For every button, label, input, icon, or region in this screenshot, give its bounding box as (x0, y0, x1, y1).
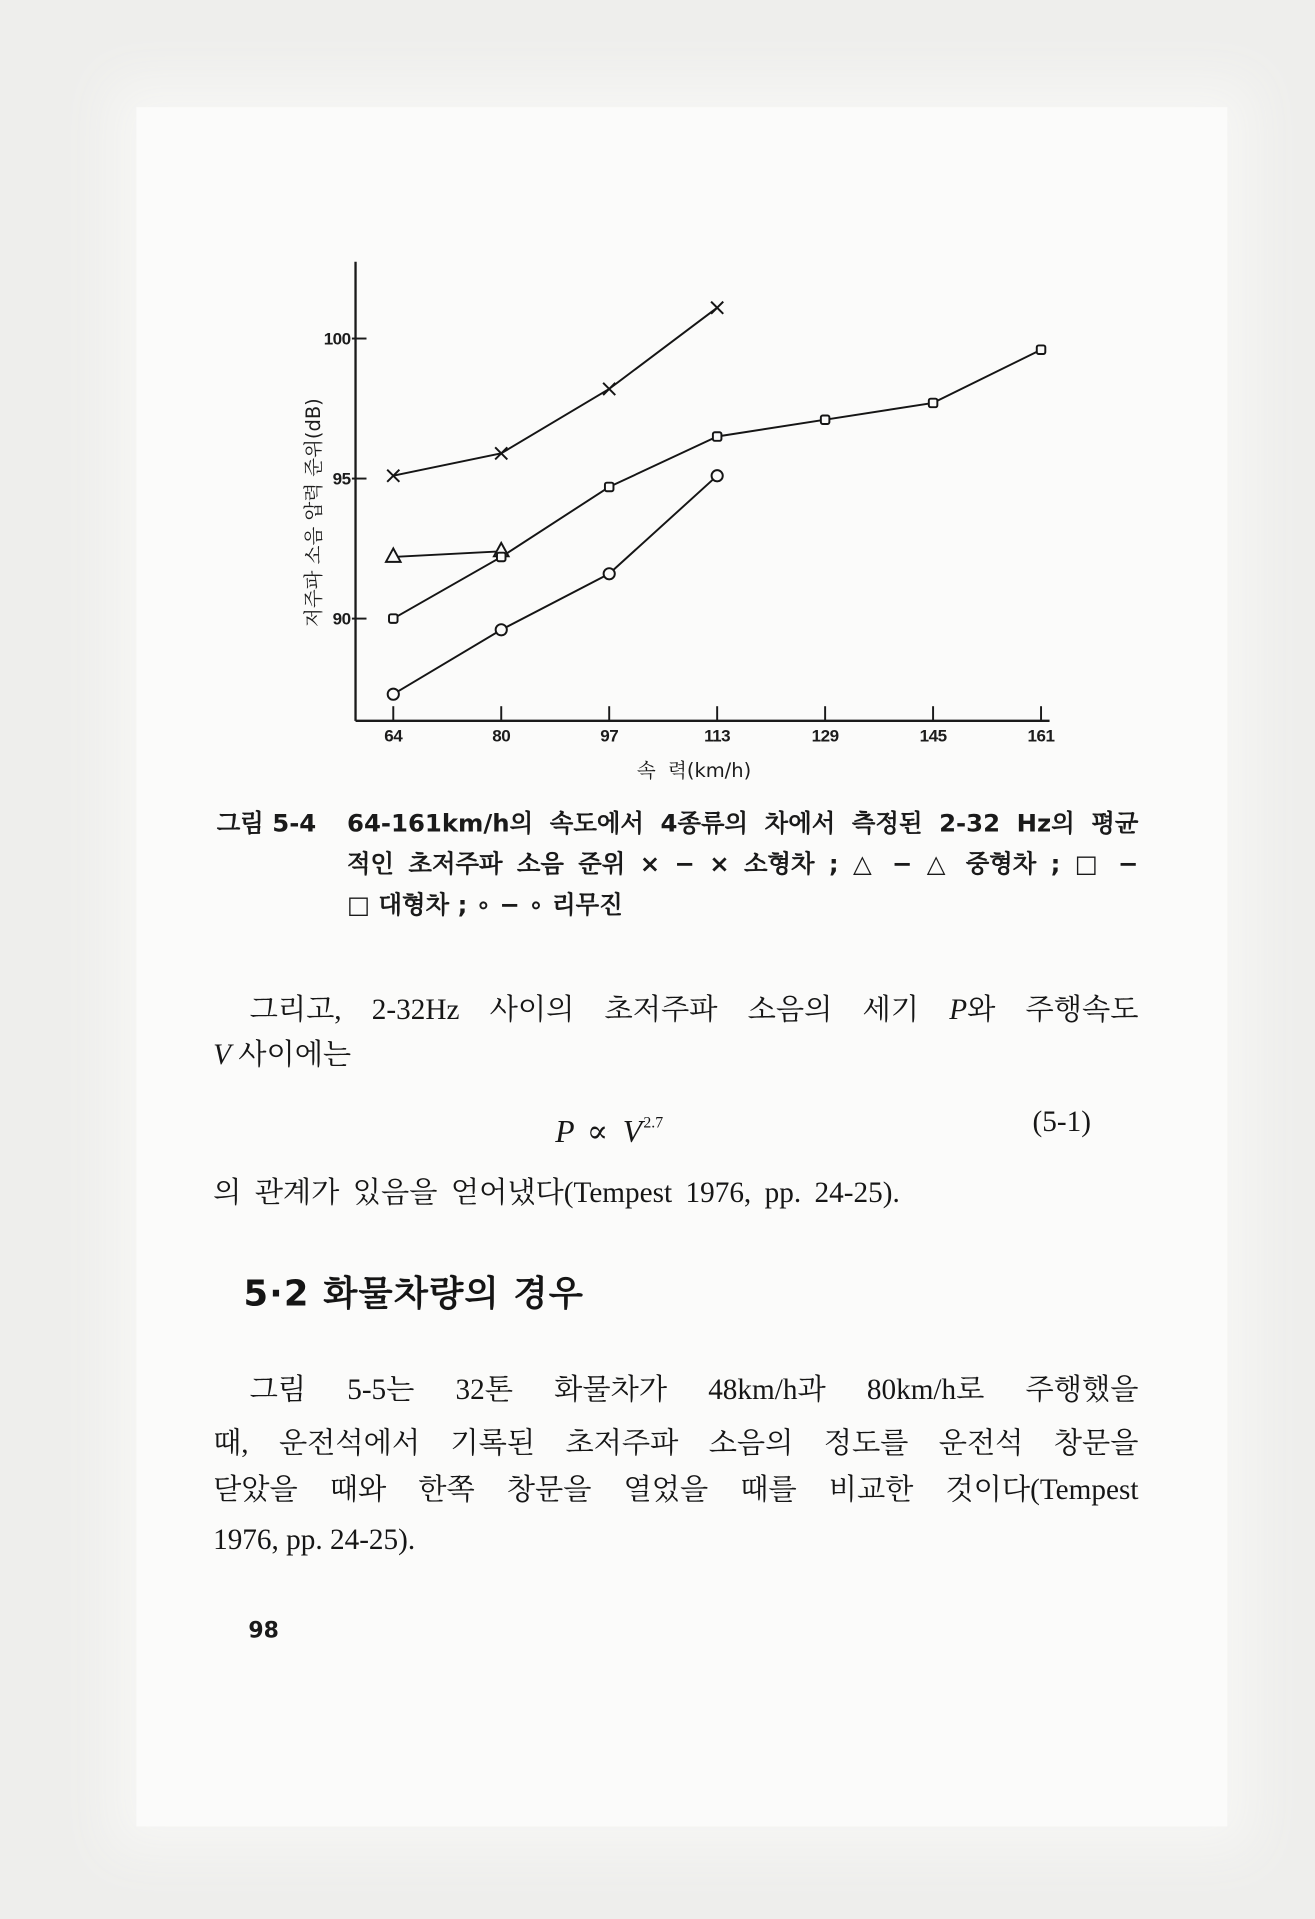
y-tick-label: 100 (323, 329, 351, 349)
legend-separator: ; (1050, 848, 1061, 878)
data-point-square-marker (821, 415, 830, 424)
figure-caption-line-3 (347, 886, 623, 923)
data-point-triangle-marker (386, 548, 401, 561)
body-text: 그리고, 2-32Hz 사이의 초저주파 소음의 세기 (249, 994, 950, 1027)
legend-symbol-square-end: □ (347, 890, 371, 920)
series-square-line (393, 350, 1041, 619)
paragraph-1-line-2 (213, 1034, 351, 1078)
legend-label-medium-car: 중형차 (965, 848, 1037, 878)
x-tick-label: 113 (704, 726, 731, 746)
series-x-line (393, 308, 717, 476)
paragraph-1-line-1 (250, 989, 1139, 1033)
legend-symbol-x: × − × (639, 848, 730, 878)
body-text: 사이에는 (230, 1039, 352, 1072)
series-x-group (387, 302, 723, 482)
series-circle-line (393, 476, 717, 694)
x-tick-label: 145 (919, 726, 947, 746)
body-text: 와 주행속도 (967, 994, 1139, 1027)
legend-label-small-car: 소형차 (743, 848, 815, 878)
x-tick-label: 129 (811, 726, 839, 746)
chart-axes (324, 262, 1055, 746)
data-point-square-marker (713, 432, 722, 441)
equation-lhs: P (555, 1114, 575, 1150)
paragraph-3-line-4: 1976, pp. 24-25). (213, 1524, 416, 1557)
caption-text: 적인 초저주파 소음 준위 (347, 848, 626, 878)
legend-symbol-circle: ∘ − ∘ (475, 890, 544, 920)
data-point-square-marker (1037, 345, 1046, 354)
series-triangle-group (386, 543, 509, 562)
paragraph-2: 의 관계가 있음을 얻어냈다(Tempest 1976, pp. 24-25). (213, 1177, 900, 1210)
paragraph-3-line-2: 때, 운전석에서 기록된 초저주파 소음의 정도를 운전석 창문을 (213, 1428, 1139, 1460)
equation-number: (5-1) (1032, 1106, 1091, 1139)
legend-label-large-car: 대형차 (378, 890, 450, 920)
paragraph-3-line-3: 닫았을 때와 한쪽 창문을 열었을 때를 비교한 것이다(Tempest (213, 1474, 1139, 1507)
series-square-group (389, 345, 1045, 622)
page-number: 98 (248, 1618, 279, 1644)
x-tick-label: 97 (600, 726, 619, 746)
proportional-symbol: ∝ (586, 1114, 609, 1150)
caption-text: 64-161km/h의 속도에서 4종류의 차에서 측정된 2-32 Hz의 평균 (347, 808, 1139, 838)
legend-symbol-square-start: □ − (1074, 848, 1139, 878)
data-point-x-marker (711, 302, 723, 314)
data-point-circle-marker (388, 689, 399, 700)
x-tick-label: 80 (492, 726, 511, 746)
x-tick-label: 64 (384, 726, 403, 746)
equation-base: V (622, 1114, 643, 1150)
figure-caption-label: 그림 5-4 (216, 808, 317, 838)
x-axis-label: 속 력(km/h) (636, 758, 752, 782)
series-circle-group (388, 470, 723, 700)
series-triangle-line (393, 551, 501, 557)
y-tick-label: 90 (332, 609, 351, 629)
data-point-square-marker (605, 483, 614, 492)
y-tick-label: 95 (332, 469, 351, 489)
data-point-square-marker (929, 399, 938, 408)
data-point-circle-marker (712, 470, 723, 481)
legend-separator: ; (457, 890, 468, 920)
variable-p: P (949, 994, 968, 1027)
variable-v: V (213, 1039, 231, 1072)
paragraph-3-line-1: 그림 5-5는 32톤 화물차가 48km/h과 80km/h로 주행했을 (249, 1374, 1139, 1407)
figure-caption-line-2 (347, 845, 1138, 882)
data-point-square-marker (389, 614, 398, 623)
data-point-x-marker (603, 383, 615, 395)
x-tick-label: 161 (1027, 726, 1055, 746)
legend-label-limousine: 리무진 (552, 890, 623, 920)
figure-chart (0, 0, 1315, 804)
legend-separator: ; (828, 848, 839, 878)
data-point-square-marker (497, 553, 506, 562)
data-point-circle-marker (496, 624, 507, 635)
equation (555, 1099, 664, 1150)
chart-series (386, 302, 1045, 700)
equation-exponent: 2.7 (643, 1112, 664, 1132)
figure-caption-line-1 (347, 805, 1138, 842)
section-heading: 5·2 화물차량의 경우 (243, 1272, 585, 1314)
y-axis-label: 저주파 소음 압력 준위(dB) (302, 398, 326, 627)
legend-symbol-triangle: △ − △ (853, 848, 952, 878)
data-point-circle-marker (604, 568, 615, 579)
